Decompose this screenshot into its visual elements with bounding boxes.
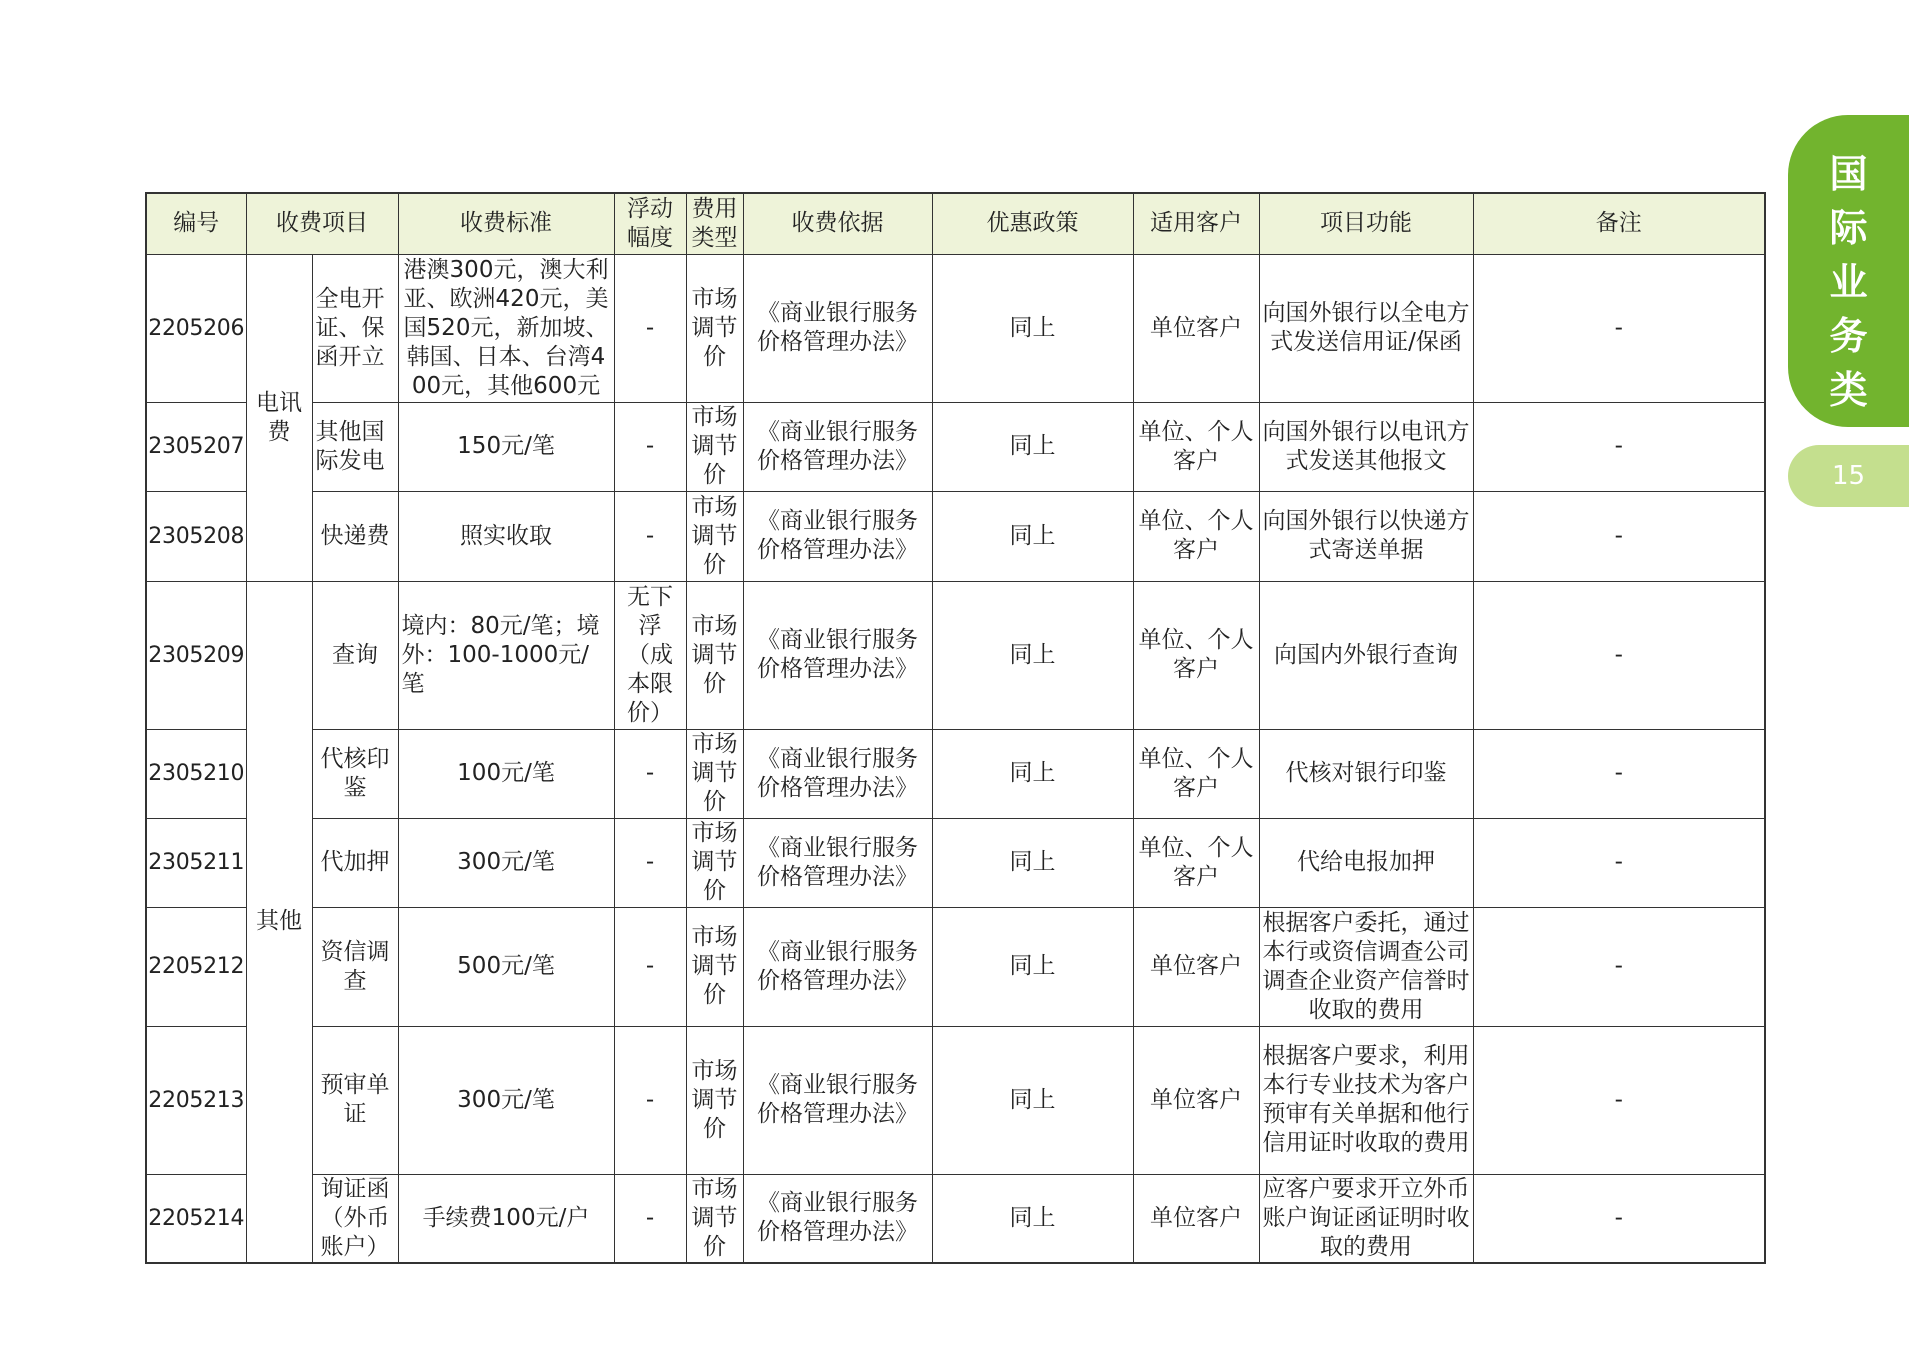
row-code: 2205206 (146, 254, 246, 402)
header-policy: 优惠政策 (932, 193, 1133, 254)
row-standard: 100元/笔 (398, 729, 614, 818)
table-row (146, 907, 1765, 1026)
row-function: 根据客户委托，通过本行或资信调查公司调查企业资产信誉时收取的费用 (1259, 907, 1473, 1026)
row-customer: 单位、个人客户 (1133, 818, 1259, 907)
section-tab-char: 务 (1829, 314, 1868, 358)
row-function: 向国外银行以快递方式寄送单据 (1259, 491, 1473, 581)
row-function: 向国外银行以电讯方式发送其他报文 (1259, 402, 1473, 491)
header-code: 编号 (146, 193, 246, 254)
row-type: 市场调节价 (686, 729, 743, 818)
section-tab (1788, 115, 1909, 427)
row-customer: 单位、个人客户 (1133, 729, 1259, 818)
row-float: - (614, 402, 686, 491)
row-item: 资信调查 (312, 907, 398, 1026)
row-item: 预审单证 (312, 1026, 398, 1174)
row-standard: 港澳300元，澳大利亚、欧洲420元，美国520元，新加坡、韩国、日本、台湾400元，其他600元 (398, 254, 614, 402)
row-item: 快递费 (312, 491, 398, 581)
header-function: 项目功能 (1259, 193, 1473, 254)
row-code: 2305207 (146, 402, 246, 491)
row-function: 代给电报加押 (1259, 818, 1473, 907)
header-item: 收费项目 (246, 193, 398, 254)
row-customer: 单位、个人客户 (1133, 402, 1259, 491)
row-remark: - (1473, 1026, 1765, 1174)
row-type: 市场调节价 (686, 1026, 743, 1174)
table-row (146, 1174, 1765, 1263)
row-basis: 《商业银行服务价格管理办法》 (743, 402, 932, 491)
row-remark: - (1473, 818, 1765, 907)
row-standard: 手续费100元/户 (398, 1174, 614, 1263)
table-row (146, 254, 1765, 402)
row-code: 2205213 (146, 1026, 246, 1174)
row-remark: - (1473, 254, 1765, 402)
row-standard: 照实收取 (398, 491, 614, 581)
row-item: 代加押 (312, 818, 398, 907)
row-code: 2205214 (146, 1174, 246, 1263)
row-float: - (614, 818, 686, 907)
row-float: - (614, 254, 686, 402)
row-item: 全电开证、保函开立 (312, 254, 398, 402)
row-function: 向国内外银行查询 (1259, 581, 1473, 729)
row-policy: 同上 (932, 907, 1133, 1026)
row-customer: 单位客户 (1133, 254, 1259, 402)
header-customer: 适用客户 (1133, 193, 1259, 254)
table-row (146, 402, 1765, 491)
row-type: 市场调节价 (686, 907, 743, 1026)
row-policy: 同上 (932, 581, 1133, 729)
row-policy: 同上 (932, 491, 1133, 581)
row-basis: 《商业银行服务价格管理办法》 (743, 491, 932, 581)
row-remark: - (1473, 1174, 1765, 1263)
row-remark: - (1473, 729, 1765, 818)
row-function: 应客户要求开立外币账户询证函证明时收取的费用 (1259, 1174, 1473, 1263)
row-function: 向国外银行以全电方式发送信用证/保函 (1259, 254, 1473, 402)
header-float-range: 浮动幅度 (614, 193, 686, 254)
group-cell: 其他 (246, 581, 312, 1263)
group-cell: 电讯费 (246, 254, 312, 581)
row-standard: 境内：80元/笔；境外：100-1000元/笔 (398, 581, 614, 729)
row-type: 市场调节价 (686, 254, 743, 402)
row-type: 市场调节价 (686, 491, 743, 581)
fee-table (145, 192, 1766, 1264)
row-policy: 同上 (932, 729, 1133, 818)
row-customer: 单位客户 (1133, 1174, 1259, 1263)
row-type: 市场调节价 (686, 818, 743, 907)
row-item: 查询 (312, 581, 398, 729)
table-row (146, 1026, 1765, 1174)
row-customer: 单位客户 (1133, 907, 1259, 1026)
row-basis: 《商业银行服务价格管理办法》 (743, 818, 932, 907)
row-type: 市场调节价 (686, 581, 743, 729)
row-remark: - (1473, 491, 1765, 581)
row-remark: - (1473, 402, 1765, 491)
row-policy: 同上 (932, 1174, 1133, 1263)
table-row (146, 581, 1765, 729)
header-remark: 备注 (1473, 193, 1765, 254)
row-function: 代核对银行印鉴 (1259, 729, 1473, 818)
row-float: - (614, 1174, 686, 1263)
row-item: 询证函（外币账户） (312, 1174, 398, 1263)
row-float: - (614, 907, 686, 1026)
row-remark: - (1473, 907, 1765, 1026)
row-code: 2305209 (146, 581, 246, 729)
row-float: 无下浮（成本限价） (614, 581, 686, 729)
row-basis: 《商业银行服务价格管理办法》 (743, 1174, 932, 1263)
row-standard: 500元/笔 (398, 907, 614, 1026)
row-basis: 《商业银行服务价格管理办法》 (743, 254, 932, 402)
row-function: 根据客户要求，利用本行专业技术为客户预审有关单据和他行信用证时收取的费用 (1259, 1026, 1473, 1174)
section-tab-title (1788, 147, 1909, 417)
header-fee-type: 费用类型 (686, 193, 743, 254)
row-float: - (614, 729, 686, 818)
row-policy: 同上 (932, 254, 1133, 402)
table-header-row (146, 193, 1765, 254)
row-float: - (614, 1026, 686, 1174)
row-policy: 同上 (932, 402, 1133, 491)
row-policy: 同上 (932, 818, 1133, 907)
row-code: 2205212 (146, 907, 246, 1026)
row-float: - (614, 491, 686, 581)
row-customer: 单位、个人客户 (1133, 581, 1259, 729)
table-row (146, 729, 1765, 818)
section-tab-char: 类 (1829, 368, 1868, 412)
row-standard: 150元/笔 (398, 402, 614, 491)
header-basis: 收费依据 (743, 193, 932, 254)
row-basis: 《商业银行服务价格管理办法》 (743, 581, 932, 729)
row-code: 2305210 (146, 729, 246, 818)
section-tab-char: 业 (1829, 260, 1868, 304)
row-code: 2305211 (146, 818, 246, 907)
row-code: 2305208 (146, 491, 246, 581)
row-remark: - (1473, 581, 1765, 729)
section-tab-char: 国 (1829, 152, 1868, 196)
row-type: 市场调节价 (686, 1174, 743, 1263)
row-item: 其他国际发电 (312, 402, 398, 491)
section-tab-char: 际 (1829, 206, 1868, 250)
row-basis: 《商业银行服务价格管理办法》 (743, 1026, 932, 1174)
page-number: 15 (1788, 445, 1909, 507)
row-customer: 单位、个人客户 (1133, 491, 1259, 581)
row-basis: 《商业银行服务价格管理办法》 (743, 907, 932, 1026)
table-row (146, 818, 1765, 907)
row-item: 代核印鉴 (312, 729, 398, 818)
row-standard: 300元/笔 (398, 1026, 614, 1174)
row-standard: 300元/笔 (398, 818, 614, 907)
row-customer: 单位客户 (1133, 1026, 1259, 1174)
table-row (146, 491, 1765, 581)
row-type: 市场调节价 (686, 402, 743, 491)
header-standard: 收费标准 (398, 193, 614, 254)
row-basis: 《商业银行服务价格管理办法》 (743, 729, 932, 818)
row-policy: 同上 (932, 1026, 1133, 1174)
